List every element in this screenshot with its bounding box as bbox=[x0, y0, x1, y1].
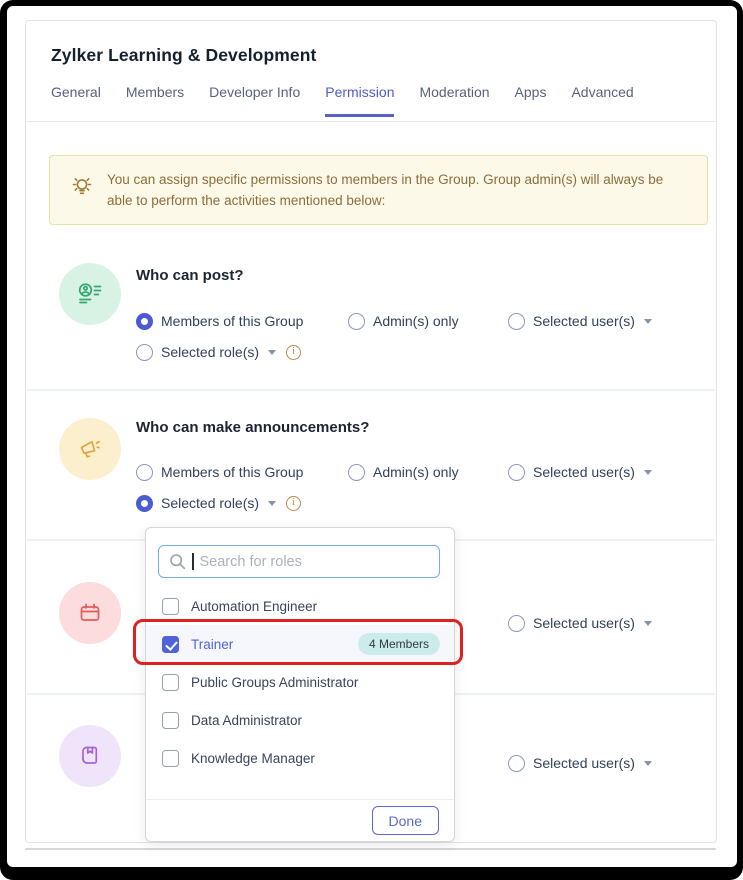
tab-apps[interactable]: Apps bbox=[514, 84, 547, 100]
tab-separator bbox=[26, 121, 716, 122]
book-icon bbox=[77, 743, 103, 769]
banner-text: You can assign specific permissions to members in the Group. Group admin(s) will always be able to perform the activities mentioned below: bbox=[107, 172, 664, 208]
section-icon-wrap bbox=[59, 418, 121, 480]
tab-moderation[interactable]: Moderation bbox=[419, 84, 490, 100]
radio-selected-users[interactable] bbox=[508, 462, 652, 482]
radio-label: Admin(s) only bbox=[373, 464, 459, 480]
text-cursor bbox=[192, 553, 194, 570]
role-name: Automation Engineer bbox=[191, 598, 318, 614]
radio-label: Selected user(s) bbox=[533, 755, 635, 771]
radio-selected-users[interactable] bbox=[508, 613, 652, 633]
info-icon[interactable] bbox=[286, 345, 301, 360]
radio-icon[interactable] bbox=[348, 313, 365, 330]
role-item-data-administrator[interactable] bbox=[146, 701, 454, 739]
radio-label: Members of this Group bbox=[161, 313, 304, 329]
tab-members[interactable]: Members bbox=[125, 84, 185, 100]
section-heading: Who can make announcements? bbox=[136, 419, 370, 436]
checkbox-unchecked[interactable] bbox=[162, 674, 179, 691]
radio-members-of-group[interactable] bbox=[136, 311, 303, 331]
radio-selected-roles[interactable] bbox=[136, 493, 301, 513]
radio-selected-icon[interactable] bbox=[136, 495, 153, 512]
calendar-icon bbox=[77, 600, 103, 626]
radio-label: Admin(s) only bbox=[373, 313, 459, 329]
radio-selected-users[interactable] bbox=[508, 753, 652, 773]
done-button[interactable]: Done bbox=[372, 806, 439, 835]
search-icon bbox=[169, 553, 186, 570]
role-name: Data Administrator bbox=[191, 712, 303, 728]
checkbox-unchecked[interactable] bbox=[162, 712, 179, 729]
info-icon[interactable] bbox=[286, 496, 301, 511]
section-heading: Who can post? bbox=[136, 267, 244, 284]
checkbox-unchecked[interactable] bbox=[162, 750, 179, 767]
radio-icon[interactable] bbox=[136, 344, 153, 361]
member-count-badge: 4 Members bbox=[358, 633, 440, 655]
radio-icon[interactable] bbox=[508, 313, 525, 330]
chevron-down-icon[interactable] bbox=[644, 761, 652, 766]
role-name: Trainer bbox=[191, 636, 234, 652]
radio-label: Selected role(s) bbox=[161, 495, 260, 511]
roles-dropdown-panel bbox=[145, 527, 455, 842]
section-icon-wrap bbox=[59, 582, 121, 644]
radio-label: Selected user(s) bbox=[533, 464, 635, 480]
section-divider bbox=[27, 389, 715, 391]
radio-icon[interactable] bbox=[136, 464, 153, 481]
radio-label: Selected role(s) bbox=[161, 344, 260, 360]
tab-bar bbox=[51, 84, 634, 117]
group-settings-card bbox=[25, 20, 717, 843]
page-title: Zylker Learning & Development bbox=[51, 45, 317, 65]
post-compose-icon bbox=[76, 280, 104, 308]
chevron-down-icon[interactable] bbox=[644, 319, 652, 324]
role-name: Public Groups Administrator bbox=[191, 674, 359, 690]
radio-admins-only[interactable] bbox=[348, 462, 459, 482]
megaphone-icon bbox=[77, 436, 103, 462]
radio-label: Members of this Group bbox=[161, 464, 304, 480]
role-item-public-groups-administrator[interactable] bbox=[146, 663, 454, 701]
section-icon-wrap bbox=[59, 725, 121, 787]
radio-icon[interactable] bbox=[348, 464, 365, 481]
role-name: Knowledge Manager bbox=[191, 750, 315, 766]
role-list bbox=[146, 587, 454, 777]
chevron-down-icon[interactable] bbox=[268, 350, 276, 355]
role-item-knowledge-manager[interactable] bbox=[146, 739, 454, 777]
radio-selected-users[interactable] bbox=[508, 311, 652, 331]
chevron-down-icon[interactable] bbox=[644, 621, 652, 626]
radio-icon[interactable] bbox=[508, 755, 525, 772]
checkbox-checked[interactable] bbox=[162, 636, 179, 653]
window-bottom-edge bbox=[25, 848, 716, 850]
radio-label: Selected user(s) bbox=[533, 615, 635, 631]
tab-permission[interactable]: Permission bbox=[325, 84, 394, 117]
radio-members-of-group[interactable] bbox=[136, 462, 303, 482]
lightbulb-icon bbox=[69, 174, 95, 200]
radio-icon[interactable] bbox=[508, 464, 525, 481]
role-search-input[interactable] bbox=[158, 545, 440, 578]
role-item-automation-engineer[interactable] bbox=[146, 587, 454, 625]
radio-label: Selected user(s) bbox=[533, 313, 635, 329]
checkbox-unchecked[interactable] bbox=[162, 598, 179, 615]
chevron-down-icon[interactable] bbox=[268, 501, 276, 506]
radio-admins-only[interactable] bbox=[348, 311, 459, 331]
tab-general[interactable]: General bbox=[51, 84, 101, 100]
radio-selected-roles[interactable] bbox=[136, 342, 301, 362]
info-banner bbox=[49, 155, 708, 225]
panel-footer-divider bbox=[146, 799, 454, 800]
section-icon-wrap bbox=[59, 263, 121, 325]
radio-selected-icon[interactable] bbox=[136, 313, 153, 330]
tab-advanced[interactable]: Advanced bbox=[571, 84, 634, 100]
tab-developer-info[interactable]: Developer Info bbox=[209, 84, 301, 100]
chevron-down-icon[interactable] bbox=[644, 470, 652, 475]
search-placeholder: Search for roles bbox=[199, 553, 302, 570]
radio-icon[interactable] bbox=[508, 615, 525, 632]
role-item-trainer[interactable] bbox=[146, 625, 454, 663]
